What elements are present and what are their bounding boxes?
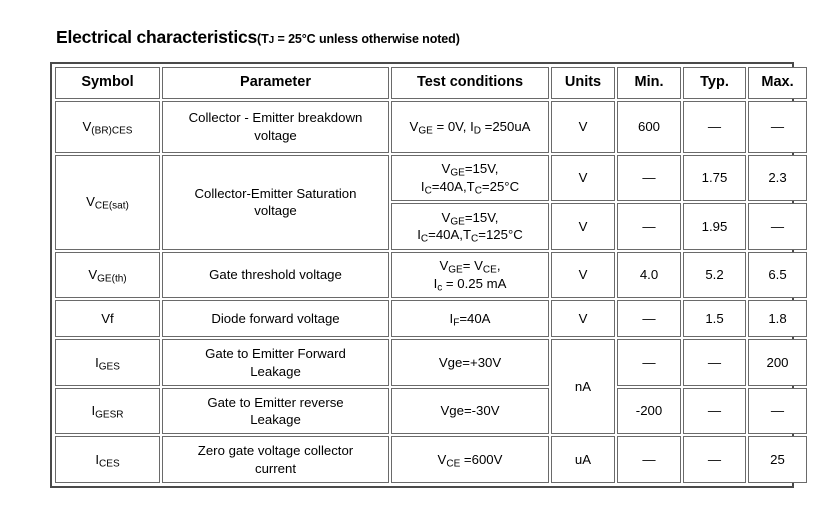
table-row xyxy=(55,436,807,483)
electrical-characteristics-table-frame xyxy=(50,62,794,488)
cell-min: 600 xyxy=(617,101,681,153)
table-row xyxy=(55,101,807,153)
symbol-subscript: CE(sat) xyxy=(94,200,129,212)
cell-min: — xyxy=(617,203,681,250)
cell-units: uA xyxy=(551,436,615,483)
test-v: V xyxy=(409,119,419,135)
cell-units: V xyxy=(551,252,615,299)
page-title-main: Electrical characteristics xyxy=(56,27,258,47)
cell-min: — xyxy=(617,300,681,337)
cell-test-conditions: $I_F=40A$ xyxy=(391,300,549,337)
cell-units: nA xyxy=(551,339,615,434)
symbol-subscript: CES xyxy=(99,458,120,470)
parameter-line-1: Zero gate voltage collector xyxy=(197,443,354,459)
sub-c2: C xyxy=(474,185,482,197)
cell-units: V xyxy=(551,300,615,337)
symbol-base: V xyxy=(88,267,98,283)
table-row xyxy=(55,388,807,435)
header-symbol: Symbol xyxy=(55,67,160,99)
sub-ce: CE xyxy=(446,458,461,470)
cell-min: — xyxy=(617,436,681,483)
title-sub-pre: (T xyxy=(257,32,269,46)
sub-c: C xyxy=(420,233,429,245)
title-sub-post: = 25°C unless otherwise noted) xyxy=(274,32,460,46)
parameter-line-2: voltage xyxy=(254,127,297,143)
cell-max: — xyxy=(748,203,807,250)
sub-c: C xyxy=(424,185,432,197)
test-end: =250uA xyxy=(480,119,531,135)
table-row xyxy=(55,155,807,202)
header-units: Units xyxy=(551,67,615,99)
parameter-line-1: Collector - Emitter breakdown xyxy=(188,110,363,126)
cell-parameter: Diode forward voltage xyxy=(162,300,389,337)
symbol-base: V xyxy=(82,119,92,135)
parameter-line-2: Leakage xyxy=(250,363,301,379)
sub-ce: CE xyxy=(482,264,497,276)
cell-max: 6.5 xyxy=(748,252,807,299)
sub-ge: GE xyxy=(448,264,463,276)
cell-max: 25 xyxy=(748,436,807,483)
parameter-line-1: Gate to Emitter reverse xyxy=(207,394,344,410)
cell-units: V xyxy=(551,203,615,250)
cell-parameter xyxy=(162,436,389,483)
test-v-sub: GE xyxy=(418,125,433,137)
cell-typ: 1.5 xyxy=(683,300,746,337)
cell-symbol: Vf xyxy=(55,300,160,337)
title-sub-j: J xyxy=(268,35,275,46)
cell-symbol xyxy=(55,101,160,153)
cell-typ: — xyxy=(683,436,746,483)
cell-max: 2.3 xyxy=(748,155,807,202)
symbol-subscript: (BR)CES xyxy=(91,125,133,137)
cell-typ: 1.95 xyxy=(683,203,746,250)
sub-c: c xyxy=(437,282,443,294)
parameter-line-2: voltage xyxy=(254,203,297,219)
parameter-line-1: Collector-Emitter Saturation xyxy=(194,185,357,201)
cell-test-conditions: $V_{CE} =600V$ xyxy=(391,436,549,483)
cell-test-conditions: $V_{GE}=15V$, $I_C=40A,T_C=125^\circ C$ xyxy=(391,203,549,250)
cell-max: 200 xyxy=(748,339,807,386)
table-header-row xyxy=(55,67,807,99)
symbol-subscript: GE(th) xyxy=(97,273,127,285)
sub-f: F xyxy=(453,317,460,329)
cell-units: V xyxy=(551,101,615,153)
cell-test-conditions: Vge=+30V xyxy=(391,339,549,386)
symbol-subscript: GES xyxy=(98,361,120,373)
symbol-base: I xyxy=(91,403,96,419)
cell-max: — xyxy=(748,101,807,153)
table-row xyxy=(55,339,807,386)
cell-test-conditions: $V_{GE}=15V$, $I_C=40A,T_C=25^\circ C$ xyxy=(391,155,549,202)
cell-min: 4.0 xyxy=(617,252,681,299)
cell-min: — xyxy=(617,339,681,386)
cell-typ: 1.75 xyxy=(683,155,746,202)
cell-test-conditions: $V_{GE}= V_{CE}$, $I_c = 0.25$ mA xyxy=(391,252,549,299)
header-typ: Typ. xyxy=(683,67,746,99)
header-min: Min. xyxy=(617,67,681,99)
electrical-characteristics-table xyxy=(53,65,809,485)
cell-parameter xyxy=(162,155,389,250)
symbol-base: V xyxy=(86,194,95,210)
header-test-conditions: Test conditions xyxy=(391,67,549,99)
symbol-base: I xyxy=(95,452,100,468)
table-row xyxy=(55,300,807,337)
header-max: Max. xyxy=(748,67,807,99)
page-title xyxy=(56,27,460,48)
cell-parameter xyxy=(162,339,389,386)
cell-max: 1.8 xyxy=(748,300,807,337)
cell-typ: — xyxy=(683,101,746,153)
cell-parameter: Gate threshold voltage xyxy=(162,252,389,299)
test-i-sub: D xyxy=(473,125,481,137)
table-row xyxy=(55,252,807,299)
test-mid: = 0V, I xyxy=(432,119,474,135)
sub-ge: GE xyxy=(450,167,465,179)
cell-test-conditions: Vge=-30V xyxy=(391,388,549,435)
cell-parameter xyxy=(162,388,389,435)
cell-min: -200 xyxy=(617,388,681,435)
cell-typ: 5.2 xyxy=(683,252,746,299)
cell-test-conditions xyxy=(391,101,549,153)
cell-max: — xyxy=(748,388,807,435)
sub-ge: GE xyxy=(450,216,465,228)
cell-typ: — xyxy=(683,339,746,386)
parameter-line-2: Leakage xyxy=(250,412,301,428)
parameter-line-2: current xyxy=(254,460,297,476)
cell-typ: — xyxy=(683,388,746,435)
cell-parameter xyxy=(162,101,389,153)
cell-units: V xyxy=(551,155,615,202)
cell-symbol xyxy=(55,436,160,483)
cell-symbol xyxy=(55,339,160,386)
symbol-base: I xyxy=(95,354,99,370)
header-parameter: Parameter xyxy=(162,67,389,99)
page-title-condition xyxy=(257,32,460,46)
cell-symbol xyxy=(55,388,160,435)
symbol-subscript: GESR xyxy=(95,410,124,422)
cell-symbol xyxy=(55,252,160,299)
parameter-line-1: Gate to Emitter Forward xyxy=(205,346,346,362)
sub-c2: C xyxy=(471,233,479,245)
cell-symbol xyxy=(55,155,160,250)
cell-min: — xyxy=(617,155,681,202)
